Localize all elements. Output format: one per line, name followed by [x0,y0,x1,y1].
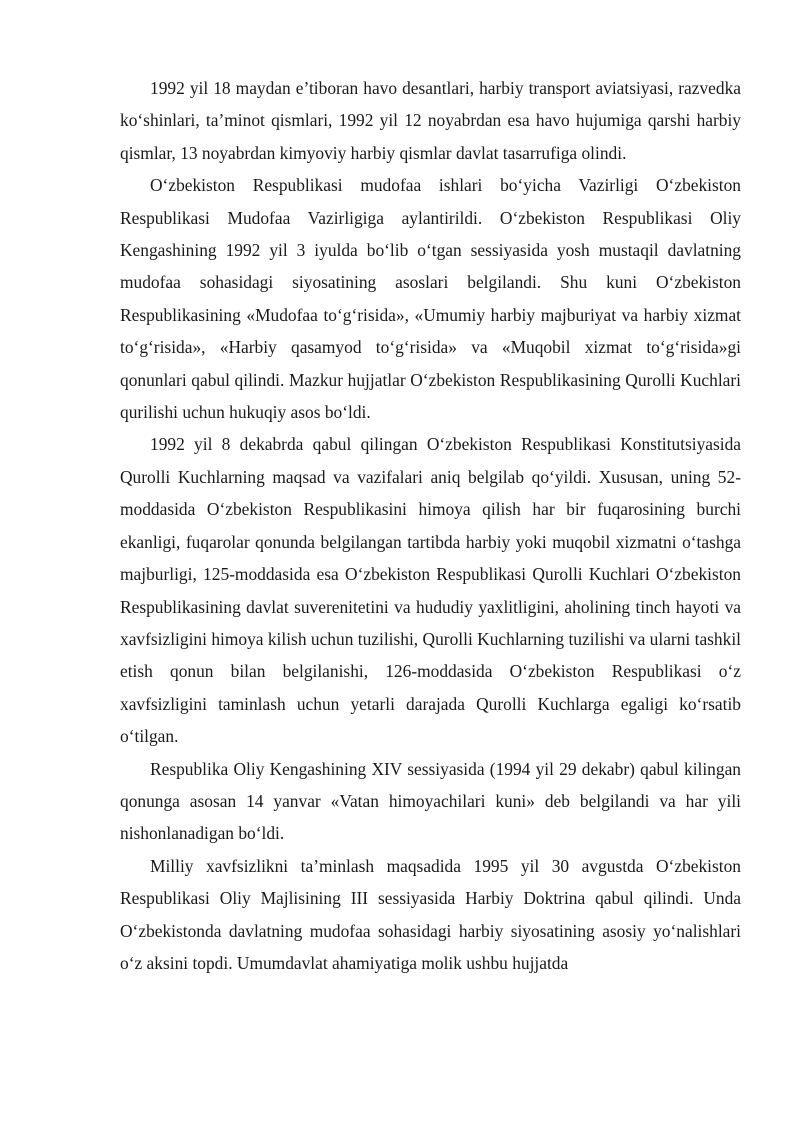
document-text-body [120,72,741,979]
paragraph-3: 1992 yil 8 dekabrda qabul qilingan O‘zbekiston Respublikasi Konstitutsiyasida Qurolli Kuchlarning maqsad va vazifalari aniq belgilab qo‘yildi. Xususan, uning 52-moddasida O‘zbekiston Respublikasini himoya qilish har bir fuqarosining burchi ekanligi, fuqarolar qonunda belgilangan tartibda harbiy yoki muqobil xizmatni o‘tashga majburligi, 125-moddasida esa O‘zbekiston Respublikasi Qurolli Kuchlari O‘zbekiston Respublikasining davlat suverenitetini va hududiy yaxlitligini, aholining tinch hayoti va xavfsizligini himoya kilish uchun tuzilishi, Qurolli Kuchlarning tuzilishi va ularni tashkil etish qonun bilan belgilanishi, 126-moddasida O‘zbekiston Respublikasi o‘z xavfsizligini taminlash uchun yetarli darajada Qurolli Kuchlarga egaligi ko‘rsatib o‘tilgan. [120,434,741,747]
paragraph-2: O‘zbekiston Respublikasi mudofaa ishlari bo‘yicha Vazirligi O‘zbekiston Respublikasi Mudofaa Vazirligiga aylantirildi. O‘zbekiston Respublikasi Oliy Kengashining 1992 yil 3 iyulda bo‘lib o‘tgan sessiyasida yosh mustaqil davlatning mudofaa sohasidagi siyosatining asoslari belgilandi. Shu kuni O‘zbekiston Respublikasining «Mudofaa to‘g‘risida», «Umumiy harbiy majburiyat va harbiy xizmat to‘g‘risida», «Harbiy qasamyod to‘g‘risida» va «Muqobil xizmat to‘g‘risida»gi qonunlari qabul qilindi. Mazkur hujjatlar O‘zbekiston Respublikasining Qurolli Kuchlari qurilishi uchun hukuqiy asos bo‘ldi. [120,175,741,423]
paragraph-4: Respublika Oliy Kengashining XIV sessiyasida (1994 yil 29 dekabr) qabul kilingan qonunga asosan 14 yanvar «Vatan himoyachilari kuni» deb belgilandi va har yili nishonlanadigan bo‘ldi. [120,758,741,844]
paragraph-5: Milliy xavfsizlikni ta’minlash maqsadida 1995 yil 30 avgustda O‘zbekiston Respublikasi Oliy Majlisining III sessiyasida Harbiy Doktrina qabul qilindi. Unda O‘zbekistonda davlatning mudofaa sohasidagi harbiy siyosatining asosiy yo‘nalishlari o‘z aksini topdi. Umumdavlat ahamiyatiga molik ushbu hujjatda [120,855,741,973]
paragraph-1: 1992 yil 18 maydan e’tiboran havo desantlari, harbiy transport aviatsiyasi, razvedka ko‘shinlari, ta’minot qismlari, 1992 yil 12 noyabrdan esa havo hujumiga qarshi harbiy qismlar, 13 noyabrdan kimyoviy harbiy qismlar davlat tasarrufiga olindi. [120,78,741,163]
